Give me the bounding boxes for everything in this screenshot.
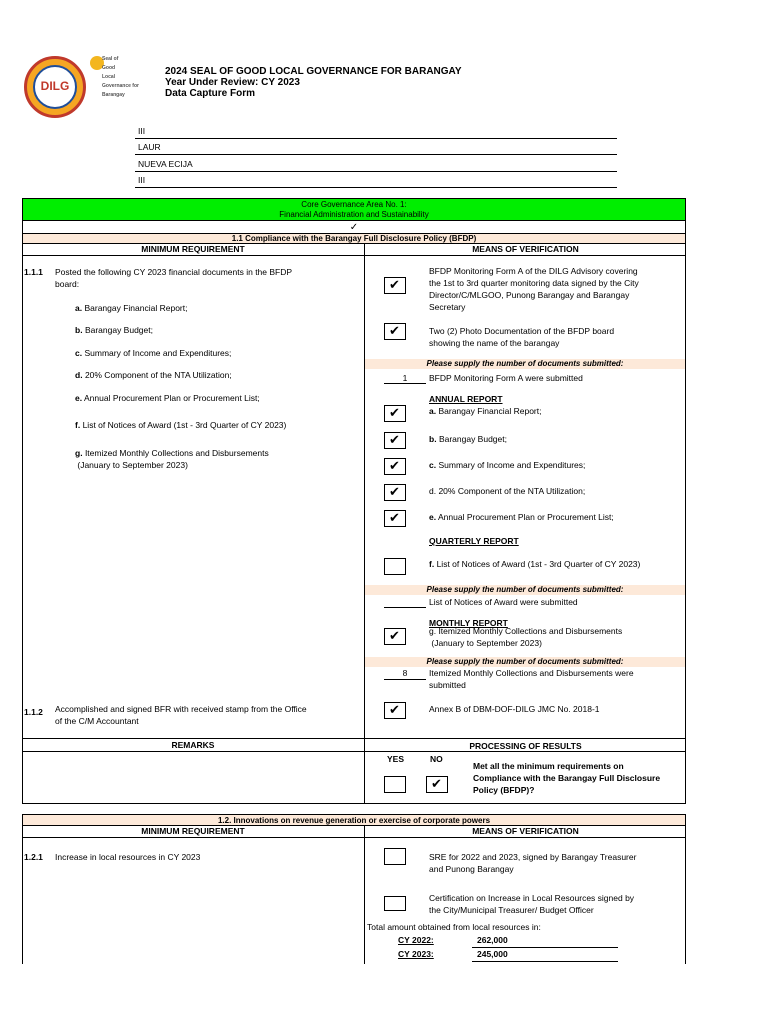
count-monthly-input[interactable]: 8 <box>384 668 426 680</box>
cy2022-value[interactable]: 262,000 <box>472 935 618 948</box>
req-item-b-text: Barangay Budget; <box>84 325 153 335</box>
processing-header: PROCESSING OF RESULTS <box>364 738 686 752</box>
section-1-title: 1.1 Compliance with the Barangay Full Disclosure Policy (BFDP) <box>22 233 686 244</box>
mov-header-2: MEANS OF VERIFICATION <box>364 826 686 838</box>
mov-d-checkbox[interactable] <box>384 484 406 501</box>
mov-e-label <box>429 512 614 524</box>
mov-b-label <box>429 434 507 446</box>
mov-c-letter: c. <box>429 460 437 470</box>
req-item-f <box>75 420 286 432</box>
mov-b-checkbox[interactable] <box>384 432 406 449</box>
checkmark-icon: ✔ <box>389 324 400 339</box>
mov-g-line-2: (January to September 2023) <box>429 638 542 648</box>
mov-b-text: Barangay Budget; <box>438 434 507 444</box>
mov-sre-line-1: SRE for 2022 and 2023, signed by Barangay Treasurer <box>429 852 637 862</box>
supply-note-1: Please supply the number of documents submitted: <box>365 359 685 369</box>
mov-f-letter: f. <box>429 559 435 569</box>
mov-a-label <box>429 406 541 418</box>
yes-checkbox[interactable] <box>384 776 406 793</box>
yes-label: YES <box>387 754 405 764</box>
req-item-e-text: Annual Procurement Plan or Procurement List; <box>84 393 260 403</box>
barangay-value: III <box>138 126 146 136</box>
supply-note-3: Please supply the number of documents submitted: <box>365 657 685 667</box>
mov-c-text: Summary of Income and Expenditures; <box>438 460 586 470</box>
req-item-g-letter: g. <box>75 448 83 458</box>
mov-sre-line-2: and Punong Barangay <box>429 864 514 874</box>
total-amount-label: Total amount obtained from local resources in: <box>367 922 541 932</box>
req-item-f-text: List of Notices of Award (1st - 3rd Quarter of CY 2023) <box>82 420 287 430</box>
remarks-header: REMARKS <box>22 738 364 752</box>
mov-certification-line-1: Certification on Increase in Local Resources signed by <box>429 893 635 903</box>
sglg-logo <box>90 54 162 110</box>
processing-divider <box>364 752 365 804</box>
req-111-text-1: Posted the following CY 2023 financial documents in the BFDP <box>55 267 293 277</box>
req-item-a-text: Barangay Financial Report; <box>84 303 188 313</box>
sglg-logo-line-2: Good <box>102 65 116 71</box>
count-notices-input[interactable] <box>384 596 426 608</box>
req-121-number: 1.2.1 <box>24 852 43 862</box>
mov-e-letter: e. <box>429 512 437 522</box>
mov-certification-line-2: the City/Municipal Treasurer/ Budget Officer <box>429 905 594 915</box>
req-item-c-letter: c. <box>75 348 83 358</box>
barangay-field <box>135 126 617 139</box>
mov-e-text: Annual Procurement Plan or Procurement List; <box>438 512 614 522</box>
sglg-logo-line-1: Seal of <box>102 56 119 62</box>
region-value: III <box>138 175 146 185</box>
form-title: 2024 SEAL OF GOOD LOCAL GOVERNANCE FOR BARANGAY <box>165 66 462 77</box>
count-notices-label: List of Notices of Award were submitted <box>429 597 578 607</box>
req-item-c <box>75 348 231 360</box>
mov-a-text: Barangay Financial Report; <box>438 406 542 416</box>
annual-report-heading: ANNUAL REPORT <box>429 394 503 404</box>
mov-photo-doc-line-1: Two (2) Photo Documentation of the BFDP board <box>429 326 615 336</box>
no-label: NO <box>430 754 443 764</box>
municipality-field <box>135 142 617 155</box>
req-item-g <box>75 448 269 460</box>
mov-certification-checkbox[interactable] <box>384 896 406 911</box>
municipality-value: LAUR <box>138 142 161 152</box>
supply-note-2: Please supply the number of documents submitted: <box>365 585 685 595</box>
mov-bfdp-form-a-line-1: BFDP Monitoring Form A of the DILG Advisory covering <box>429 266 638 276</box>
count-form-a-label: BFDP Monitoring Form A were submitted <box>429 373 583 383</box>
section-2-title: 1.2. Innovations on revenue generation or exercise of corporate powers <box>22 814 686 826</box>
checkmark-icon: ✔ <box>389 629 400 644</box>
monthly-report-heading: MONTHLY REPORT <box>429 618 508 628</box>
mov-e-checkbox[interactable] <box>384 510 406 527</box>
req-112-text-1: Accomplished and signed BFR with received stamp from the Office <box>55 704 307 714</box>
req-item-b <box>75 325 153 337</box>
mov-a-letter: a. <box>429 406 437 416</box>
dilg-logo-text: DILG <box>40 79 70 93</box>
checkmark-icon: ✔ <box>389 511 400 526</box>
req-item-a-letter: a. <box>75 303 83 313</box>
sglg-logo-line-3: Local <box>102 74 116 80</box>
mov-c-label <box>429 460 585 472</box>
checkmark-icon: ✔ <box>389 485 400 500</box>
req-item-b-letter: b. <box>75 325 83 335</box>
met-requirements-line-2: Compliance with the Barangay Full Disclosure <box>473 773 661 783</box>
req-item-d-text: 20% Component of the NTA Utilization; <box>84 370 232 380</box>
mov-112-checkbox[interactable] <box>384 702 406 719</box>
region-field <box>135 175 617 188</box>
sglg-logo-line-4: Governance for <box>102 83 139 89</box>
no-checkbox[interactable] <box>426 776 448 793</box>
req-112-text-2: of the C/M Accountant <box>55 716 139 726</box>
dilg-logo <box>24 56 86 118</box>
mov-d-label: d. 20% Component of the NTA Utilization; <box>429 486 586 496</box>
req-item-d <box>75 370 232 382</box>
cy2023-label: CY 2023: <box>398 949 434 959</box>
count-form-a-input[interactable]: 1 <box>384 373 426 384</box>
mov-f-checkbox[interactable] <box>384 558 406 575</box>
mov-bfdp-form-a-line-4: Secretary <box>429 302 466 312</box>
mov-sre-checkbox[interactable] <box>384 848 406 865</box>
req-121-text: Increase in local resources in CY 2023 <box>55 852 201 862</box>
province-field <box>135 159 617 172</box>
quarterly-report-heading: QUARTERLY REPORT <box>429 536 519 546</box>
req-item-a <box>75 303 187 315</box>
checkmark-icon: ✔ <box>431 777 442 792</box>
core-area-line-2: Financial Administration and Sustainability <box>279 210 429 219</box>
checkmark-icon: ✔ <box>389 703 400 718</box>
sglg-logo-line-5: Barangay <box>102 92 125 98</box>
req-item-f-letter: f. <box>75 420 81 430</box>
mov-header: MEANS OF VERIFICATION <box>364 244 686 256</box>
column-divider-2 <box>364 838 365 964</box>
req-item-e-letter: e. <box>75 393 83 403</box>
req-111-text-2: board: <box>55 279 80 289</box>
mov-c-checkbox[interactable] <box>384 458 406 475</box>
count-monthly-label-2: submitted <box>429 680 466 690</box>
year-under-review: Year Under Review: CY 2023 <box>165 77 300 88</box>
req-item-g-line-2: (January to September 2023) <box>75 460 188 470</box>
count-monthly-label-1: Itemized Monthly Collections and Disbursements were <box>429 668 634 678</box>
cy2023-value[interactable]: 245,000 <box>472 949 618 962</box>
mov-a-checkbox[interactable] <box>384 405 406 422</box>
mov-photo-doc-checkbox[interactable] <box>384 323 406 340</box>
mov-photo-doc-line-2: showing the name of the barangay <box>429 338 560 348</box>
met-requirements-line-1: Met all the minimum requirements on <box>473 761 624 771</box>
req-item-c-text: Summary of Income and Expenditures; <box>84 348 232 358</box>
mov-f-text: List of Notices of Award (1st - 3rd Quarter of CY 2023) <box>436 559 641 569</box>
checkmark-icon: ✔ <box>389 433 400 448</box>
req-item-d-letter: d. <box>75 370 83 380</box>
province-value: NUEVA ECIJA <box>138 159 193 169</box>
remarks-area[interactable] <box>22 752 364 804</box>
mov-bfdp-form-a-line-2: the 1st to 3rd quarter monitoring data signed by the City <box>429 278 639 288</box>
min-req-header-2: MINIMUM REQUIREMENT <box>22 826 364 838</box>
req-112-number: 1.1.2 <box>24 707 43 717</box>
core-area-line-1: Core Governance Area No. 1: <box>301 200 407 209</box>
mov-b-letter: b. <box>429 434 437 444</box>
form-type: Data Capture Form <box>165 88 256 99</box>
req-item-g-text: Itemized Monthly Collections and Disbursements <box>84 448 269 458</box>
mov-112-label: Annex B of DBM-DOF-DILG JMC No. 2018-1 <box>429 704 600 714</box>
mov-g-checkbox[interactable] <box>384 628 406 645</box>
req-111-number: 1.1.1 <box>24 267 43 277</box>
checkmark-icon: ✔ <box>389 406 400 421</box>
req-item-e <box>75 393 260 405</box>
area-check-icon: ✓ <box>349 222 359 233</box>
met-requirements-line-3: Policy (BFDP)? <box>473 785 535 795</box>
mov-g-line-1: g. Itemized Monthly Collections and Disbursements <box>429 626 623 636</box>
mov-f-label <box>429 559 640 571</box>
min-req-header: MINIMUM REQUIREMENT <box>22 244 364 256</box>
checkmark-icon: ✔ <box>389 278 400 293</box>
core-area-banner <box>22 198 686 221</box>
checkmark-icon: ✔ <box>389 459 400 474</box>
cy2022-label: CY 2022: <box>398 935 434 945</box>
mov-bfdp-form-a-checkbox[interactable] <box>384 277 406 294</box>
mov-bfdp-form-a-line-3: Director/C/MLGOO, Punong Barangay and Barangay <box>429 290 630 300</box>
